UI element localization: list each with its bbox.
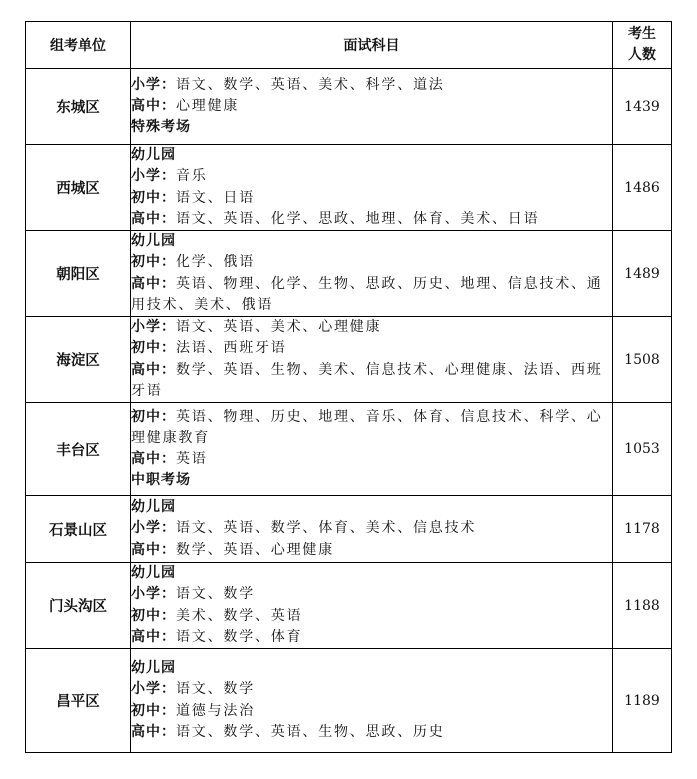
subject-list: 美术、数学、英语 (176, 607, 303, 624)
school-level-label: 小学： (131, 681, 176, 698)
school-level-label: 幼儿园 (131, 660, 176, 677)
subject-list: 语文、数学 (176, 586, 255, 603)
unit-cell: 海淀区 (26, 317, 131, 403)
school-level-label: 初中： (131, 607, 176, 624)
header-count-line1: 考生 (628, 26, 656, 42)
school-level-label: 高中： (131, 275, 176, 292)
school-level-label: 初中： (131, 340, 176, 357)
candidate-count-cell: 1486 (613, 145, 672, 231)
subject-line (131, 449, 612, 470)
header-count-line2: 人数 (628, 47, 656, 63)
school-level-label: 初中： (131, 189, 176, 206)
unit-cell: 门头沟区 (26, 563, 131, 649)
school-level-label: 小学： (131, 76, 176, 93)
subject-line (131, 188, 612, 209)
school-level-label: 高中： (131, 210, 176, 227)
subject-line (131, 117, 612, 138)
school-level-label: 特殊考场 (131, 119, 191, 136)
header-count (613, 22, 672, 69)
subject-line (131, 563, 612, 584)
school-level-label: 幼儿园 (131, 147, 176, 164)
candidate-count-cell: 1188 (613, 563, 672, 649)
subjects-cell (131, 649, 613, 753)
candidate-count-cell: 1189 (613, 649, 672, 753)
subject-line (131, 96, 612, 117)
school-level-label: 幼儿园 (131, 565, 176, 582)
subjects-cell (131, 563, 613, 649)
subject-line (131, 497, 612, 518)
school-level-label: 中职考场 (131, 472, 191, 489)
school-level-label: 幼儿园 (131, 233, 176, 250)
subjects-cell (131, 496, 613, 563)
subject-line (131, 679, 612, 700)
school-level-label: 小学： (131, 586, 176, 603)
header-unit: 组考单位 (26, 22, 131, 69)
candidate-count-cell: 1439 (613, 69, 672, 145)
subject-line (131, 627, 612, 648)
subject-list: 英语、物理、历史、地理、音乐、体育、信息技术、科学、心理健康教育 (131, 408, 603, 446)
school-level-label: 高中： (131, 723, 176, 740)
subject-line (131, 75, 612, 96)
subject-line (131, 584, 612, 605)
unit-cell: 昌平区 (26, 649, 131, 753)
table-row (26, 649, 672, 753)
subject-list: 语文、数学、英语、生物、思政、历史 (176, 723, 445, 740)
subjects-cell (131, 317, 613, 403)
unit-cell: 东城区 (26, 69, 131, 145)
school-level-label: 高中： (131, 541, 176, 558)
subjects-cell (131, 69, 613, 145)
subjects-cell (131, 403, 613, 496)
subject-line (131, 518, 612, 539)
table-row (26, 69, 672, 145)
subject-list: 语文、英语、美术、心理健康 (176, 319, 382, 336)
subject-list: 数学、英语、心理健康 (176, 541, 334, 558)
header-subjects: 面试科目 (131, 22, 613, 69)
subject-line (131, 274, 612, 316)
school-level-label: 小学： (131, 319, 176, 336)
candidate-count-cell: 1053 (613, 403, 672, 496)
school-level-label: 幼儿园 (131, 499, 176, 516)
subject-line (131, 407, 612, 449)
subject-line (131, 231, 612, 252)
interview-subjects-table (25, 21, 672, 753)
subject-line (131, 145, 612, 166)
subject-line (131, 338, 612, 359)
table-row (26, 317, 672, 403)
subject-line (131, 540, 612, 561)
subject-list: 语文、数学 (176, 681, 255, 698)
subject-list: 英语、物理、化学、生物、思政、历史、地理、信息技术、通用技术、美术、俄语 (131, 275, 603, 313)
unit-cell: 朝阳区 (26, 231, 131, 317)
subject-list: 语文、日语 (176, 189, 255, 206)
unit-cell: 石景山区 (26, 496, 131, 563)
subject-list: 心理健康 (176, 97, 240, 114)
unit-cell: 丰台区 (26, 403, 131, 496)
subject-list: 化学、俄语 (176, 254, 255, 271)
unit-cell: 西城区 (26, 145, 131, 231)
subject-list: 音乐 (176, 168, 208, 185)
subjects-cell (131, 231, 613, 317)
subject-line (131, 166, 612, 187)
subject-list: 语文、数学、体育 (176, 628, 303, 645)
subject-line (131, 360, 612, 402)
subject-line (131, 209, 612, 230)
subject-line (131, 701, 612, 722)
school-level-label: 初中： (131, 254, 176, 271)
school-level-label: 初中： (131, 702, 176, 719)
school-level-label: 高中： (131, 97, 176, 114)
school-level-label: 初中： (131, 408, 176, 425)
subject-line (131, 252, 612, 273)
school-level-label: 高中： (131, 451, 176, 467)
subject-list: 语文、数学、英语、美术、科学、道法 (176, 76, 445, 93)
subject-list: 英语 (176, 451, 208, 467)
school-level-label: 高中： (131, 361, 176, 378)
school-level-label: 小学： (131, 520, 176, 537)
candidate-count-cell: 1489 (613, 231, 672, 317)
school-level-label: 高中： (131, 628, 176, 645)
subject-list: 语文、英语、数学、体育、美术、信息技术 (176, 520, 477, 537)
table-row (26, 145, 672, 231)
table-row (26, 563, 672, 649)
school-level-label: 小学： (131, 168, 176, 185)
table-row (26, 403, 672, 496)
subject-line (131, 317, 612, 338)
subject-line (131, 470, 612, 491)
subject-list: 法语、西班牙语 (176, 340, 287, 357)
subject-line (131, 722, 612, 743)
subject-list: 数学、英语、生物、美术、信息技术、心理健康、法语、西班牙语 (131, 361, 603, 399)
subject-line (131, 658, 612, 679)
subjects-cell (131, 145, 613, 231)
subject-line (131, 606, 612, 627)
table-row (26, 231, 672, 317)
header-row (26, 22, 672, 69)
candidate-count-cell: 1508 (613, 317, 672, 403)
subject-list: 道德与法治 (176, 702, 255, 719)
table-row (26, 496, 672, 563)
candidate-count-cell: 1178 (613, 496, 672, 563)
subject-list: 语文、英语、化学、思政、地理、体育、美术、日语 (176, 210, 540, 227)
